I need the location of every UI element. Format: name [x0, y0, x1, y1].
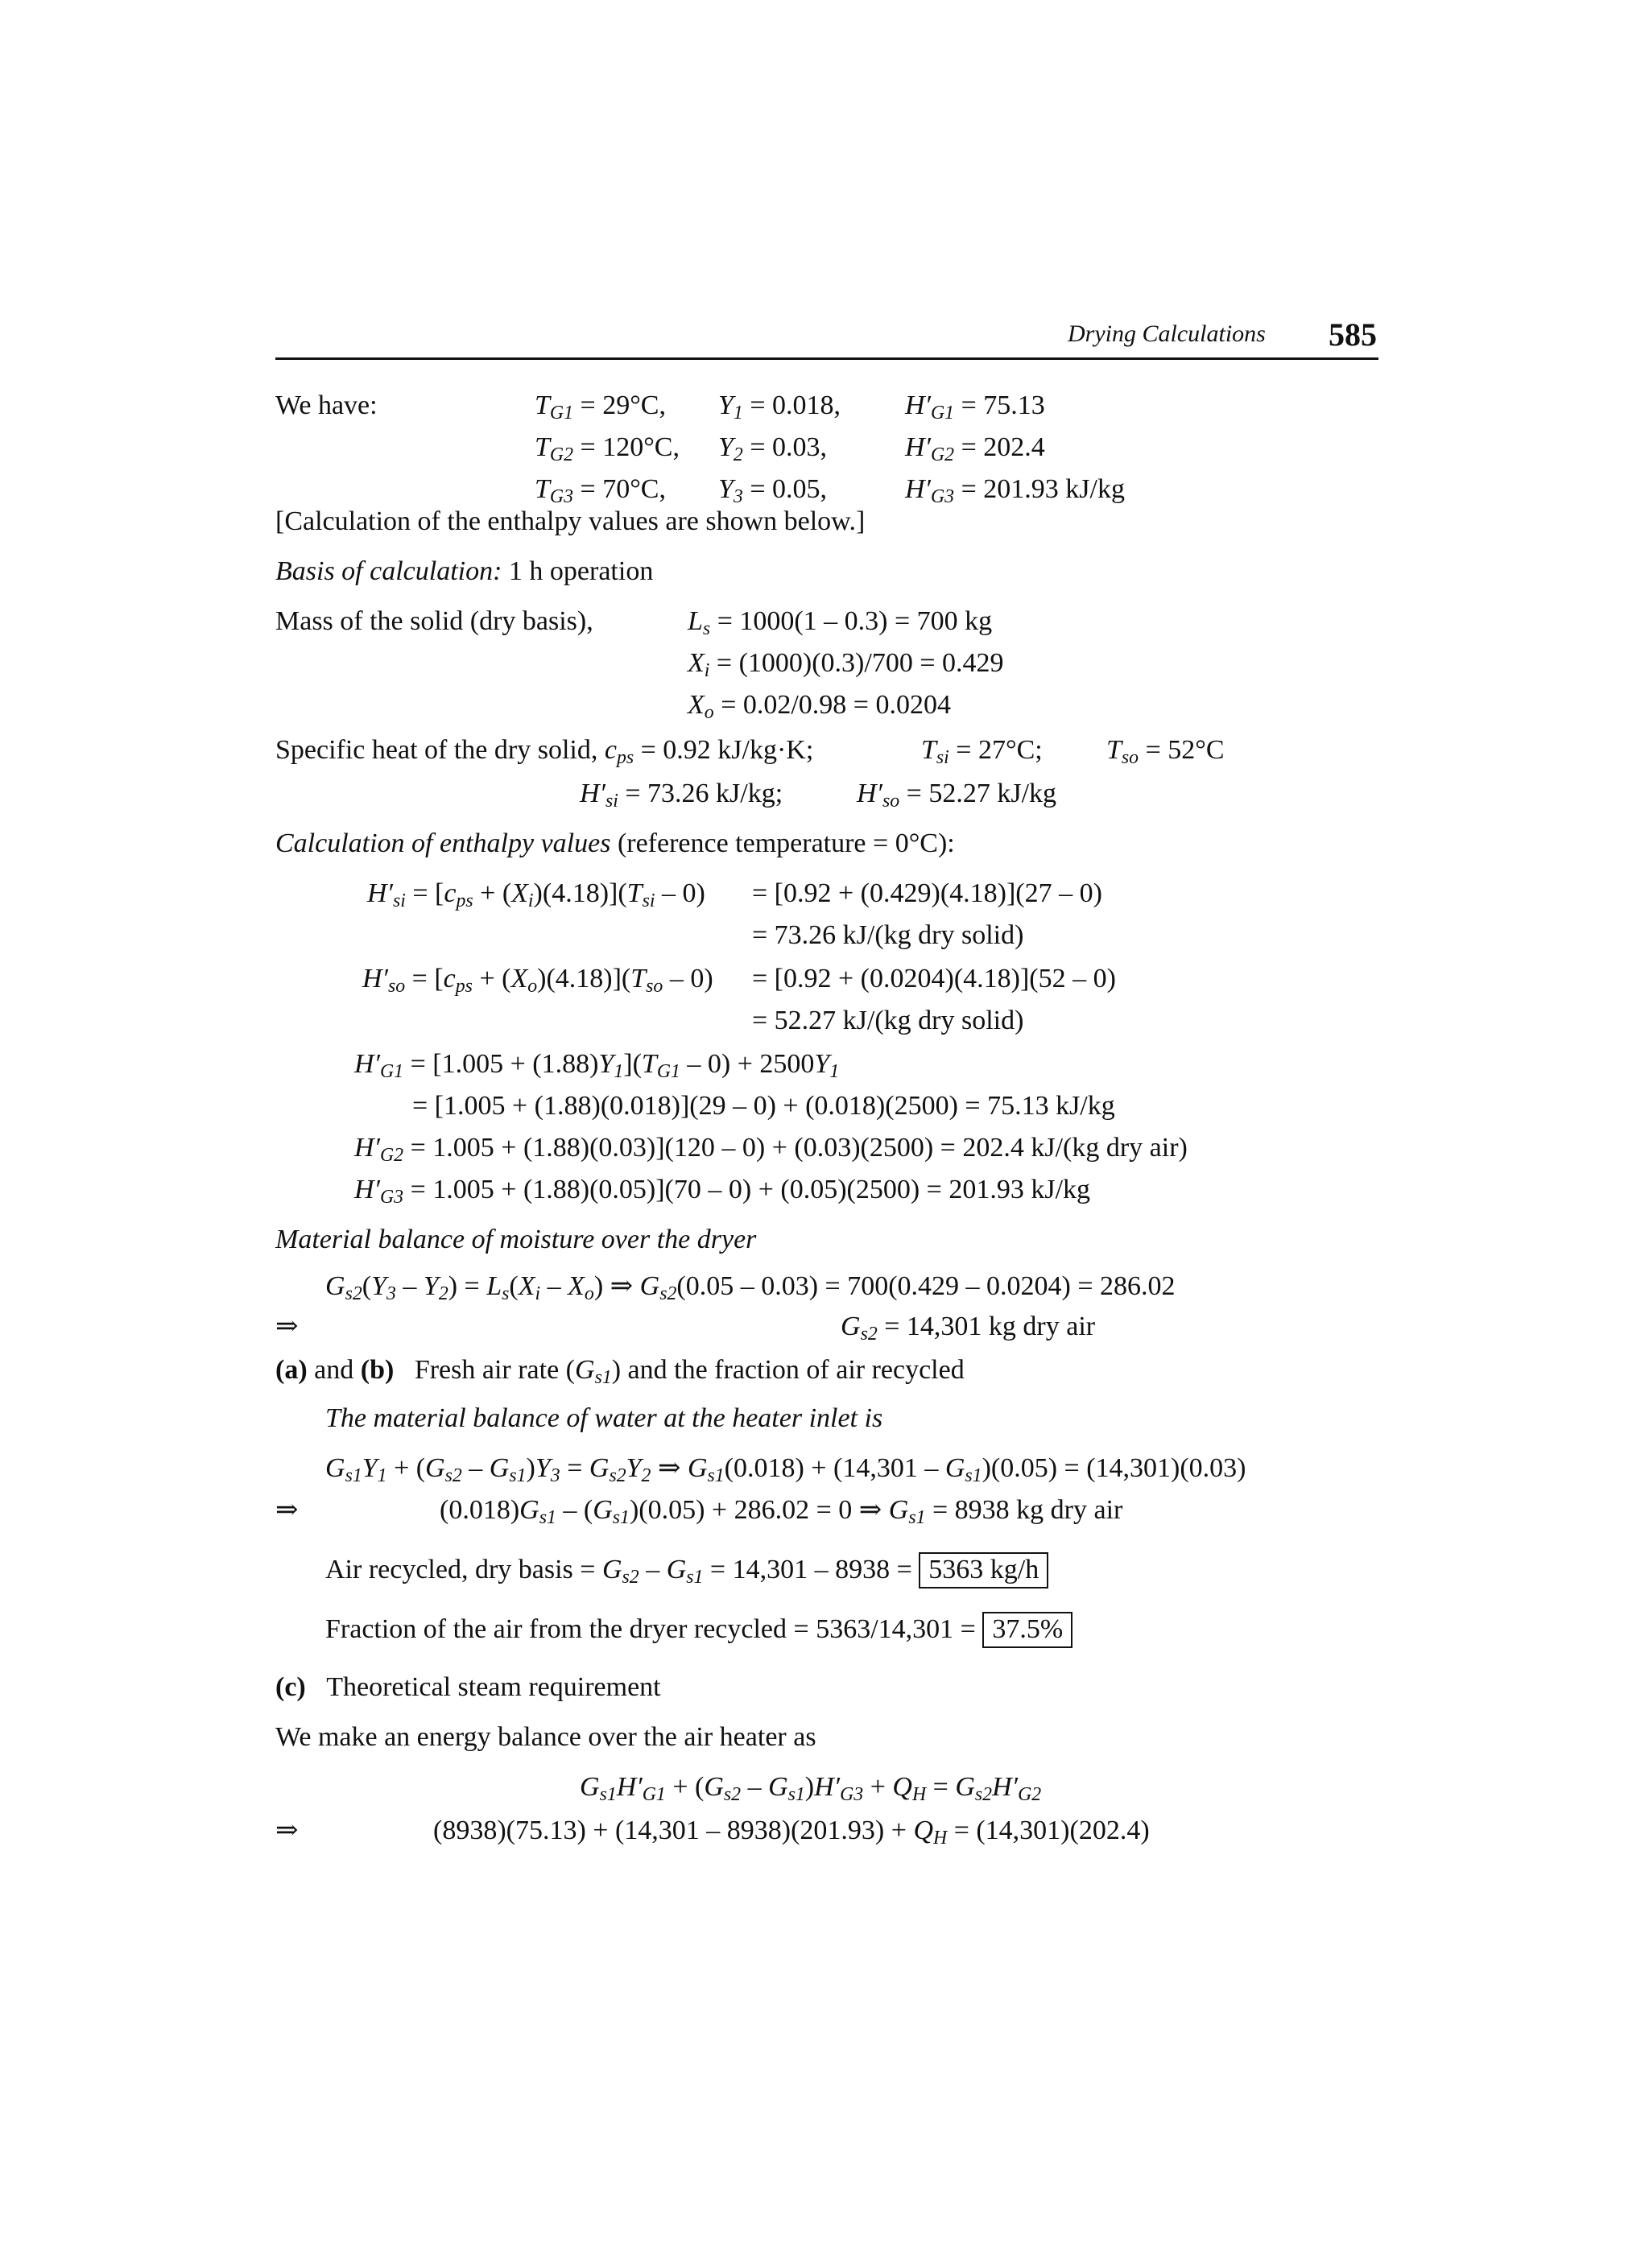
- given-row-3-Y: $Y_3 = 0.05$,: [718, 474, 828, 507]
- specific-heat-Hso: $H'_{so} = 52.27$ kJ/kg: [857, 779, 1057, 812]
- part-ab-subheading: The material balance of water at the heater inlet is: [325, 1403, 883, 1433]
- given-row-1-T: $T_{G1} = 29^\circ C$,: [535, 390, 666, 423]
- recycled-value-box: 5363 kg/h: [919, 1552, 1048, 1588]
- mass-Ls: $L_s = 1000(1 - 0.3) = 700$ kg: [688, 606, 993, 639]
- given-note: [Calculation of the enthalpy values are shown below.]: [275, 506, 866, 536]
- given-row-1-H: $H'_{G1} = 75.13$: [905, 390, 1045, 423]
- moisture-eq: $G_{s2}(Y_3 - Y_2) = L_s(X_i - X_o)$ ⇒ $G_{s2}(0.05 - 0.03) = 700(0.429 - 0.0204) = 286.02$: [325, 1271, 1176, 1304]
- running-title: Drying Calculations: [1068, 320, 1266, 347]
- given-row-3-H: $H'_{G3} = 201.93$ kJ/kg: [905, 474, 1125, 507]
- eq-hso-result: = 52.27 kJ/(kg dry solid): [752, 1006, 1024, 1035]
- recycled-line: Air recycled, dry basis = $G_{s2} - G_{s1} = 14,301 - 8938 = 5363$ kg/h: [325, 1554, 1048, 1586]
- eq-hsi: $H'_{si} = [c_{ps} + (X_i)(4.18)](T_{si} - 0)$: [367, 878, 705, 911]
- energy-balance-eq: $G_{s1}H'_{G1} + (G_{s2} - G_{s1})H'_{G3} + Q_H = G_{s2}H'_{G2}$: [580, 1772, 1042, 1805]
- fraction-value-box: 37.5%: [982, 1612, 1072, 1648]
- page-number: 585: [1329, 316, 1377, 353]
- header-rule: [275, 357, 1378, 360]
- eq-hg2: $H'_{G2} = 1.005 + (1.88)(0.03)](120 - 0) + (0.03)(2500) = 202.4$ kJ/(kg dry air): [354, 1133, 1188, 1166]
- basis-line: Basis of calculation: 1 h operation: [275, 556, 654, 586]
- part-c-intro: We make an energy balance over the air heater as: [275, 1722, 816, 1752]
- specific-heat-line: Specific heat of the dry solid, $c_{ps} = 0.92$ kJ/kg·K;: [275, 735, 814, 768]
- given-row-2-T: $T_{G2} = 120^\circ C$,: [535, 432, 680, 465]
- heater-eq-1: $G_{s1}Y_1 + (G_{s2} - G_{s1})Y_3 = G_{s2}Y_2$ ⇒ $G_{s1}(0.018) + (14,301 - G_{s1})(0.05) = (14,301)(0.03)$: [325, 1453, 1246, 1486]
- eq-hso: $H'_{so} = [c_{ps} + (X_o)(4.18)](T_{so} - 0)$: [362, 964, 713, 997]
- arrow-2: ⇒: [275, 1495, 299, 1525]
- given-row-3-T: $T_{G3} = 70^\circ C$,: [535, 474, 666, 507]
- given-row-2-Y: $Y_2 = 0.03$,: [718, 432, 828, 465]
- eq-hsi-rhs: = [0.92 + (0.429)(4.18)](27 – 0): [752, 878, 1102, 908]
- specific-heat-Hsi: $H'_{si} = 73.26$ kJ/kg;: [580, 779, 783, 812]
- moisture-heading: Material balance of moisture over the dryer: [275, 1225, 757, 1254]
- part-c-title: (c) Theoretical steam requirement: [275, 1672, 661, 1702]
- enthalpy-heading: Calculation of enthalpy values (reference temperature = 0°C):: [275, 828, 955, 858]
- mass-label: Mass of the solid (dry basis),: [275, 606, 593, 636]
- mass-Xo: $X_o = 0.02/0.98 = 0.0204$: [688, 690, 951, 723]
- eq-hso-rhs: = [0.92 + (0.0204)(4.18)](52 – 0): [752, 964, 1116, 994]
- eq-hsi-result: = 73.26 kJ/(kg dry solid): [752, 920, 1024, 950]
- specific-heat-Tso: $T_{so} = 52^\circ C$: [1106, 735, 1225, 768]
- eq-hg1: $H'_{G1} = [1.005 + (1.88)Y_1](T_{G1} - 0) + 2500Y_1$: [354, 1049, 840, 1082]
- given-row-1-Y: $Y_1 = 0.018$,: [718, 390, 841, 423]
- fraction-line: Fraction of the air from the dryer recycled = 5363/14,301 = 37.5%: [325, 1613, 1072, 1646]
- specific-heat-Tsi: $T_{si} = 27^\circ C$;: [921, 735, 1043, 768]
- heater-eq-2: $(0.018)G_{s1} - (G_{s1})(0.05) + 286.02 = 0$ ⇒ $G_{s1} = 8938$ kg dry air: [440, 1495, 1123, 1528]
- energy-balance-final: $(8938)(75.13) + (14,301 - 8938)(201.93) + Q_H = (14,301)(202.4)$: [433, 1816, 1150, 1849]
- eq-hg3: $H'_{G3} = 1.005 + (1.88)(0.05)](70 - 0) + (0.05)(2500) = 201.93$ kJ/kg: [354, 1175, 1091, 1208]
- part-ab-title: (a) and (b) Fresh air rate $(G_{s1})$ and the fraction of air recycled: [275, 1355, 965, 1388]
- eq-hg1-line2: = [1.005 + (1.88)(0.018)](29 – 0) + (0.018)(2500) = 75.13 kJ/kg: [412, 1091, 1115, 1121]
- mass-Xi: $X_i = (1000)(0.3)/700 = 0.429$: [688, 648, 1004, 681]
- arrow-3: ⇒: [275, 1816, 299, 1845]
- given-row-2-H: $H'_{G2} = 202.4$: [905, 432, 1045, 465]
- given-label: We have:: [275, 390, 378, 420]
- moisture-result: $G_{s2} = 14,301$ kg dry air: [841, 1312, 1096, 1345]
- arrow-1: ⇒: [275, 1312, 299, 1341]
